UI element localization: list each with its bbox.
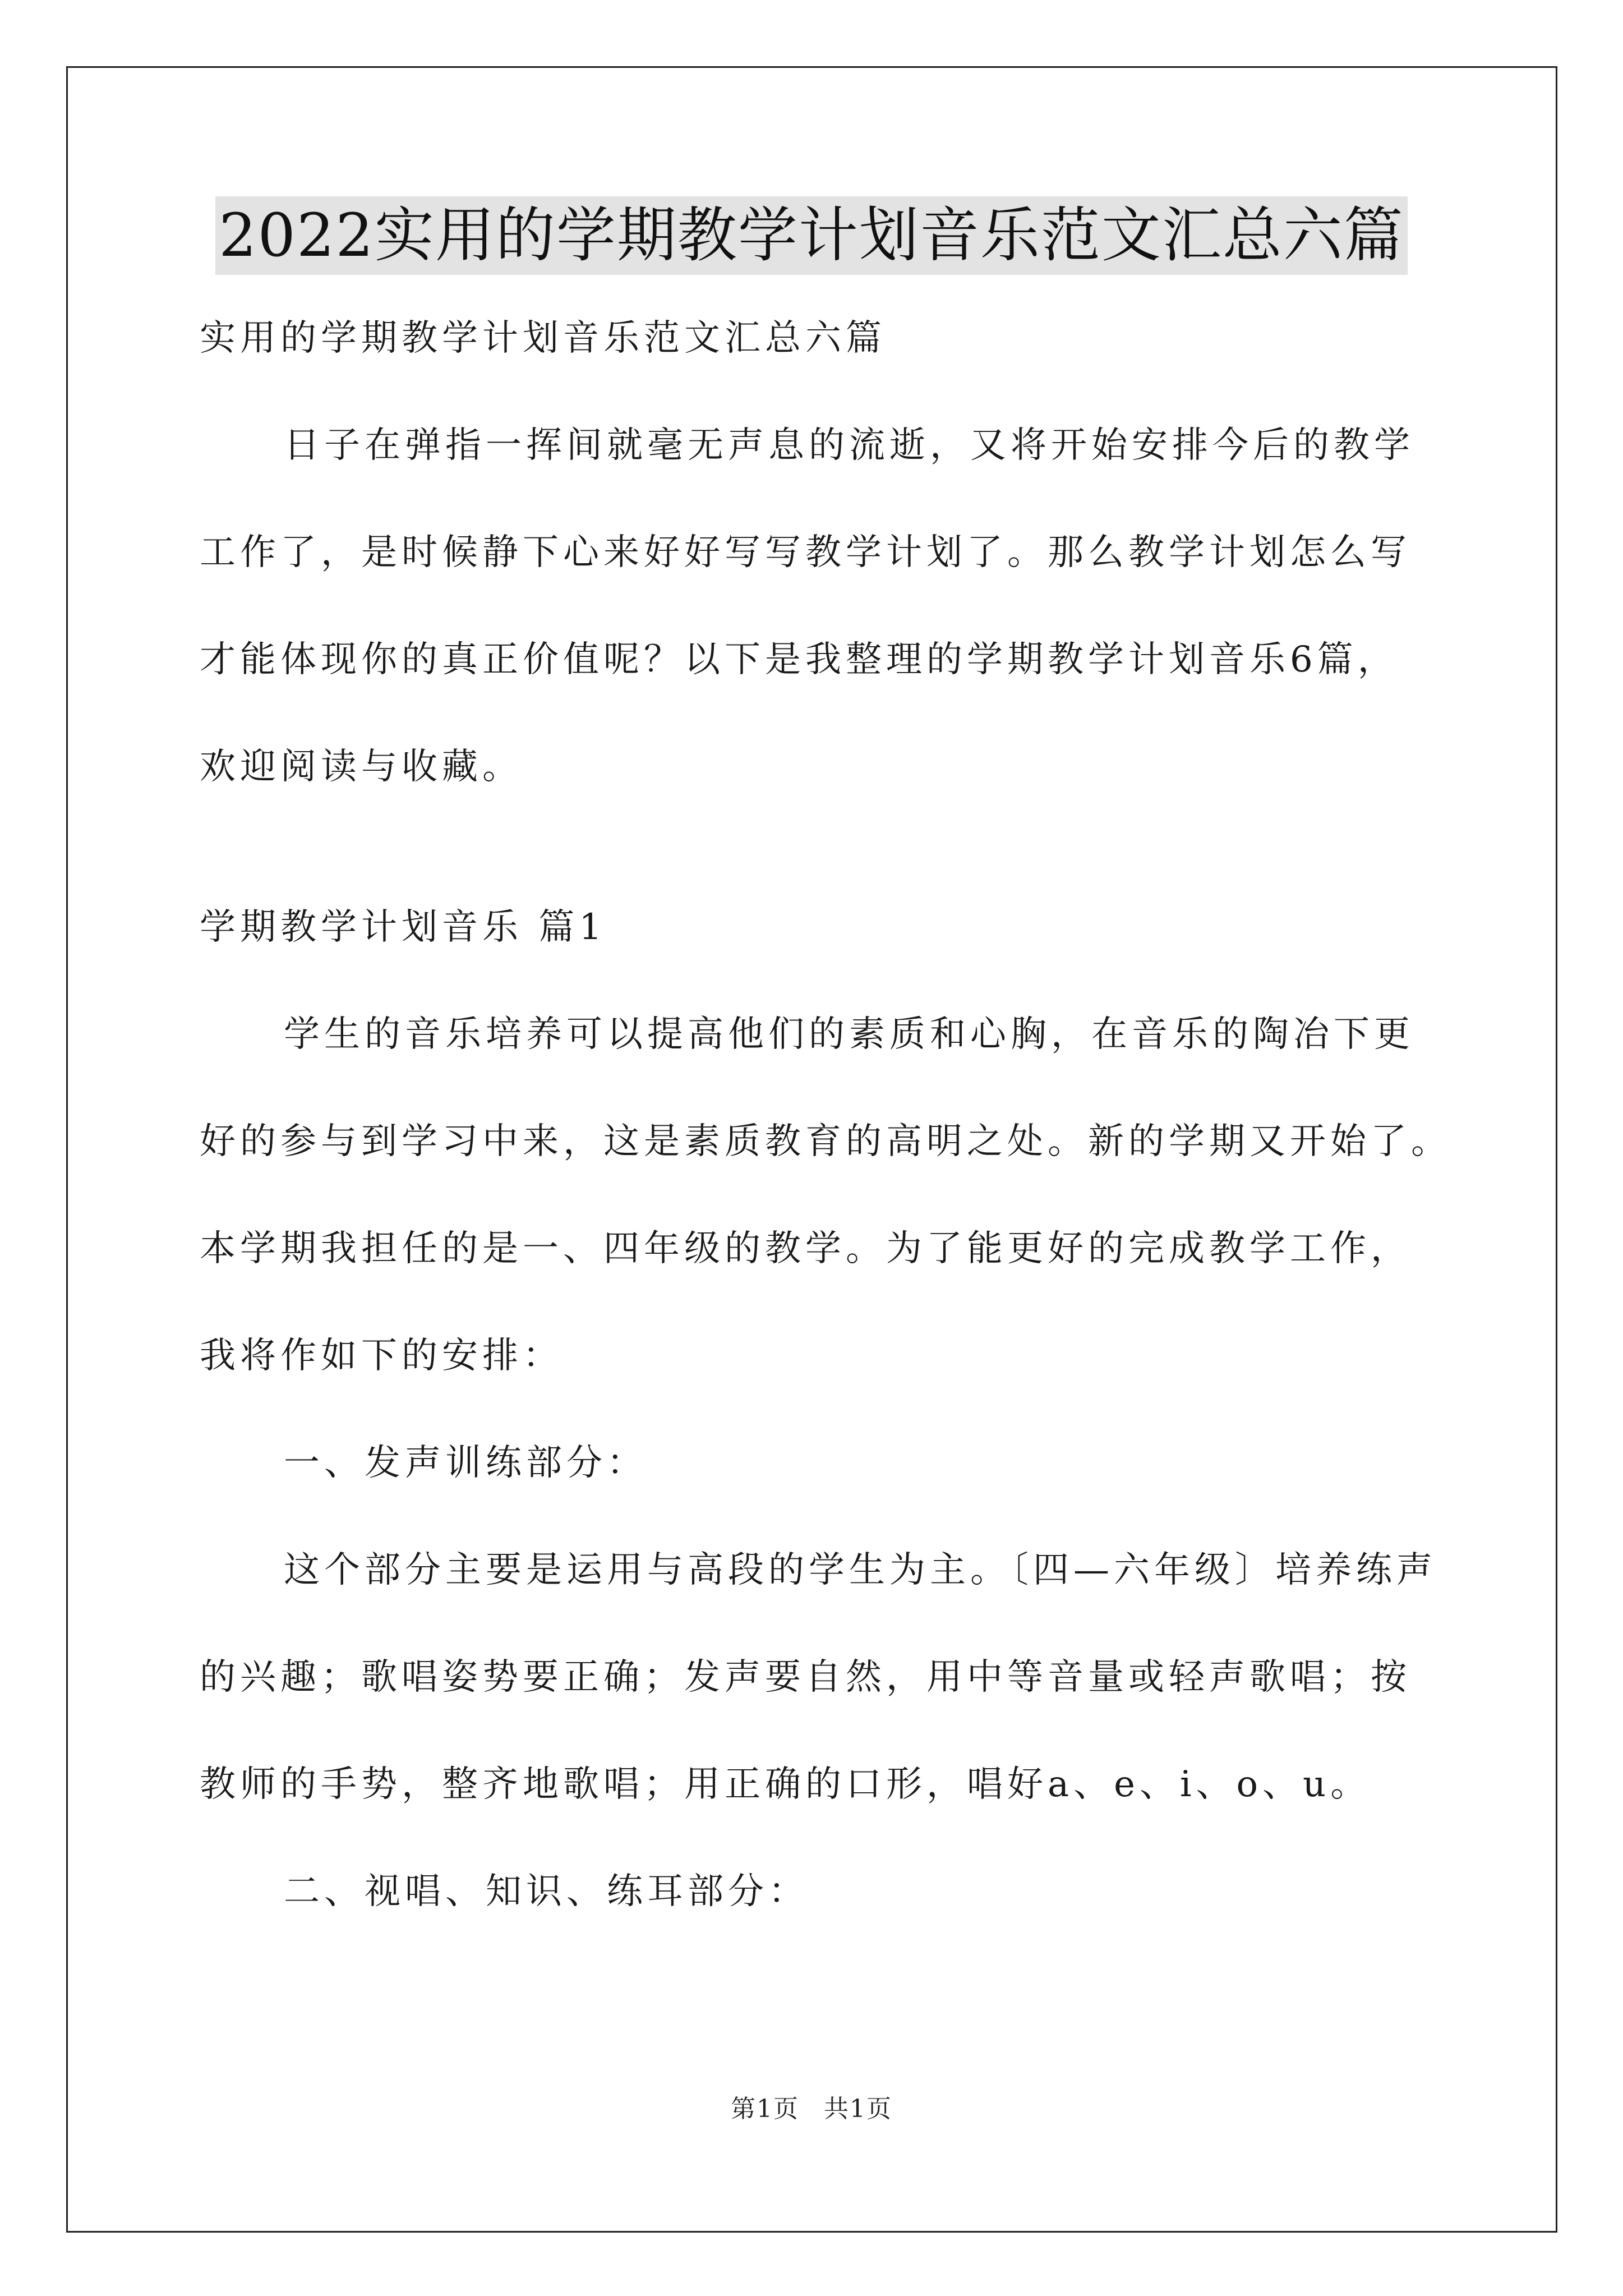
- document-title: 2022实用的学期教学计划音乐范文汇总六篇: [215, 196, 1408, 275]
- paragraph-line: 我将作如下的安排：: [200, 1335, 563, 1377]
- page-number: 第1页: [731, 2095, 799, 2123]
- paragraph-line: 好的参与到学习中来，这是素质教育的高明之处。新的学期又开始了。: [200, 1121, 1451, 1162]
- section-heading: 学期教学计划音乐 篇1: [200, 907, 607, 948]
- paragraph-line: 这个部分主要是运用与高段的学生为主。〔四—六年级〕培养练声: [284, 1549, 1437, 1591]
- subsection-heading: 一、发声训练部分：: [284, 1442, 647, 1484]
- paragraph-line: 本学期我担任的是一、四年级的教学。为了能更好的完成教学工作，: [200, 1228, 1411, 1269]
- paragraph-line: 工作了，是时候静下心来好好写写教学计划了。那么教学计划怎么写: [200, 532, 1411, 573]
- paragraph-line: 学生的音乐培养可以提高他们的素质和心胸，在音乐的陶冶下更: [284, 1014, 1414, 1055]
- page-total: 共1页: [824, 2095, 892, 2123]
- document-body: [200, 311, 1456, 1918]
- paragraph-line: 的兴趣；歌唱姿势要正确；发声要自然，用中等音量或轻声歌唱；按: [200, 1657, 1411, 1698]
- paragraph-line: 日子在弹指一挥间就毫无声息的流逝，又将开始安排今后的教学: [284, 425, 1414, 466]
- subsection-heading: 二、视唱、知识、练耳部分：: [284, 1871, 809, 1912]
- paragraph-line: 教师的手势，整齐地歌唱；用正确的口形，唱好a、e、i、o、u。: [200, 1764, 1371, 1805]
- subtitle-line: 实用的学期教学计划音乐范文汇总六篇: [200, 318, 886, 359]
- page-footer: [0, 2092, 1623, 2126]
- title-block: [0, 196, 1623, 275]
- paragraph-line: 才能体现你的真正价值呢？以下是我整理的学期教学计划音乐6篇，: [200, 639, 1398, 680]
- paragraph-line: 欢迎阅读与收藏。: [200, 746, 523, 788]
